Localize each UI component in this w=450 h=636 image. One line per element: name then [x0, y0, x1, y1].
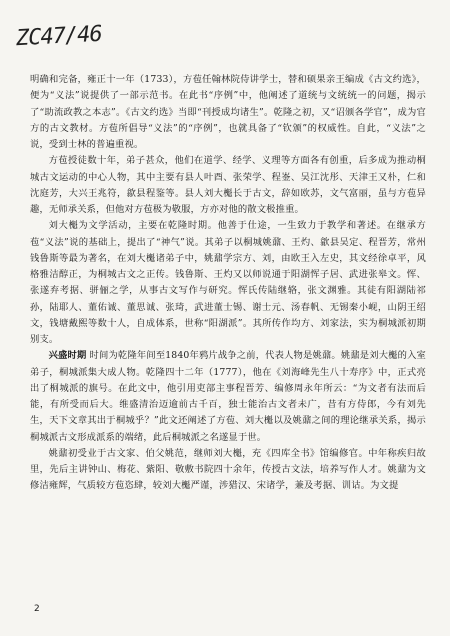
paragraph-2: 方苞授徒数十年，弟子甚众，他们在道学、经学、义理等方面各有创重，后多成为推动桐城古文运动的中心人物，其中主要有县人叶酉、张荣学、程崟、吴江沈彤、天津王又朴，仁和沈庭芳，大兴王兆符，歙县程鉴等。县人刘大櫆长于古文，辞如欧苏，文气富丽，虽与方苞异趣，无师承关系，但他对方苞极为敬服，方亦对他的散文极推重。 [30, 155, 426, 215]
page-number: 2 [34, 604, 40, 614]
section-heading-inline: 兴盛时期 [48, 350, 87, 362]
handwritten-archive-number: ZC47/46 [15, 21, 103, 52]
paragraph-1: 明确和完备，雍正十一年（1733），方苞任翰林院侍讲学士，替和硕果亲王编成《古文约选》，便为“义法”说提供了一部示范书。在此书“序例”中，他阐述了道统与文统统一的问题，揭示了“助流政教之本志”。《古文约选》当即“刊授成均诸生”。乾隆之初，又“诏颁各学官”，成为官方的古文教材。方苞所倡导“义法”的“序例”，也就具备了“钦颁”的权威性。自此，“义法”之说，受到士林的普遍重视。 [30, 74, 426, 150]
body-text [30, 72, 426, 495]
paragraph-4 [30, 348, 426, 446]
paragraph-3: 刘大櫆为文学活动，主要在乾隆时期。他善于仕途，一生致力于教学和著述。在继承方苞“义法”说的基础上，提出了“神气”说。其弟子以桐城姚鼐、王灼、歙县吴定、程晋芳，常州钱鲁斯等最为著名，在刘大櫆诸弟子中，姚鼐学宗方、刘，由欧王入左史，其文经徐卓平，风格雅洁醇正，为桐城古文之正传。钱鲁斯、王灼又以师说通于阳湖恽子居、武进张皋文。恽、张遂弃考据、骈俪之学，从事古文写作与研究。恽氏传陆继辂，张文渊雅。其徒有阳湖陆祁孙，陆耶人、董佑诚、董思诚、张琦，武进董士锡、谢士元、汤春帆、无锡秦小岘，山阴王绍文，钱塘戴熙等数十人，自成体系，世称“阳湖派”。其所传作均方、刘家法，实为桐城派初期别支。 [30, 220, 426, 345]
paragraph-4-text: 时间为乾隆年间至1840年鸦片战争之前，代表人物是姚鼐。姚鼐是刘大櫆的入室弟子，桐城派集大成人物。乾隆四十二年（1777），他在《刘海峰先生八十寿序》中，正式亮出了桐城派的旗号。在此文中，他引用吏部主事程晋芳、编修周永年所云：“为文者有法而后能，有所受而后大。维盛清治迈逾前古千百，独士能治古文者未广，昔有方侍郎，今有刘先生，天下文章其出于桐城乎？”此文还阐述了方苞、刘大櫆以及姚鼐之间的理论继承关系，揭示桐城派古文形成派系的端绪，此后桐城派之名遂显于世。 [30, 350, 426, 443]
paragraph-5: 姚鼐初受业于古文家、伯父姚范，继师刘大櫆，充《四库全书》馆编修官。中年称疾归故里，先后主讲钟山、梅花、紫阳、敬敷书院四十余年，传授古文法，培养写作人才。姚鼐为文修洁雍辉，气质较方苞恣肆，较刘大櫆严谨，涉猎汉、宋诸学，兼及考据、训诂。为文提 [30, 447, 426, 492]
